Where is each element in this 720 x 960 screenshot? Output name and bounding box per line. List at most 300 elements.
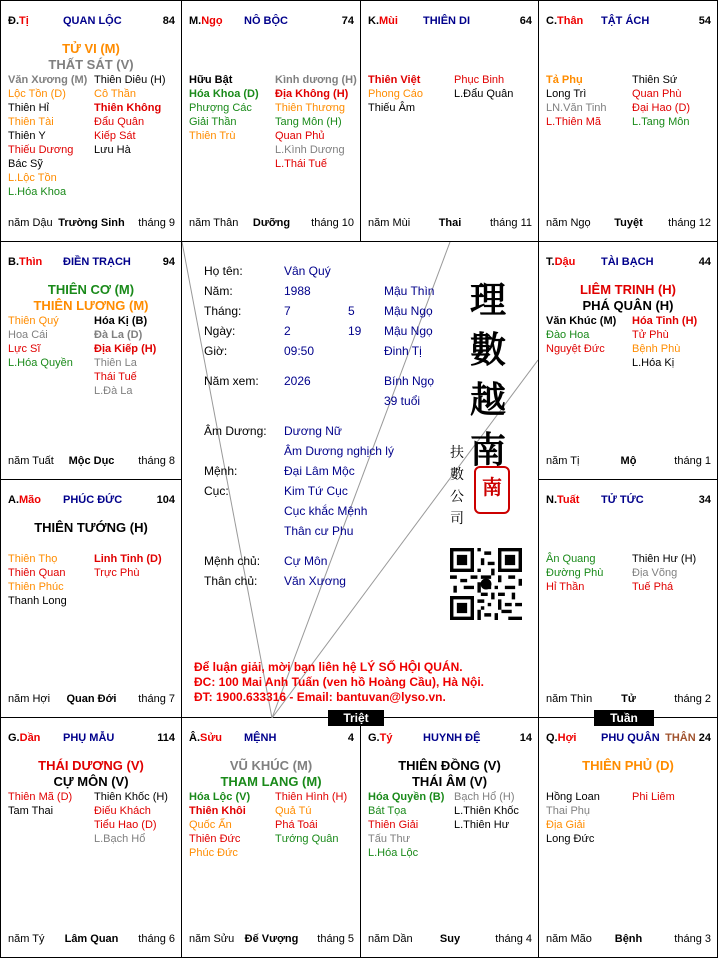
label-menh: Mệnh: — [204, 464, 238, 478]
minor-star: Thiên Trù — [189, 130, 236, 142]
palace-footer — [8, 933, 175, 945]
main-star: THIÊN LƯƠNG (M) — [33, 298, 149, 313]
minor-star: Thiên Hình (H) — [275, 791, 348, 803]
palace-number — [665, 732, 711, 744]
palace-age: 74 — [341, 15, 354, 27]
minor-star: Bác Sỹ — [8, 158, 43, 170]
minor-star: Thiên Thương — [275, 102, 346, 114]
value-menh: Đại Lâm Mộc — [284, 464, 355, 478]
sub-logo — [450, 442, 464, 530]
palace-name: HUYNH ĐỆ — [423, 732, 481, 744]
value-cuc-3: Thân cư Phu — [284, 524, 354, 538]
palace-ty — [360, 717, 539, 958]
footer-month: tháng 7 — [138, 693, 175, 705]
minor-star: LN.Văn Tinh — [546, 102, 607, 114]
footer-year: năm Ngọ — [546, 217, 591, 229]
palace-name: TÀI BẠCH — [601, 256, 654, 268]
minor-star: Tiểu Hao (D) — [94, 819, 157, 831]
palace-branch: Thìn — [19, 256, 43, 268]
minor-star: Phá Toái — [275, 819, 318, 831]
footer-stage: Suy — [439, 933, 461, 945]
star-column-right — [454, 790, 519, 832]
minor-star: Nguyệt Đức — [546, 343, 605, 355]
label-than-chu: Thân chủ: — [204, 574, 258, 588]
palace-position: G. — [368, 732, 380, 744]
minor-star: L.Hóa Kị — [632, 357, 675, 369]
footer-stage: Đế Vượng — [244, 933, 299, 945]
palace-name: PHÚC ĐỨC — [63, 494, 123, 506]
palace-branch: Thân — [557, 15, 584, 27]
minor-star: Quan Phù — [632, 88, 682, 100]
footer-month: tháng 5 — [317, 933, 354, 945]
minor-star: Thiên Hỉ — [8, 102, 49, 114]
minor-star: Thai Phụ — [546, 805, 591, 817]
star-column-left — [8, 314, 73, 370]
palace-position: N. — [546, 494, 557, 506]
label-menh-chu: Mệnh chủ: — [204, 554, 261, 568]
palace-tuat — [538, 479, 718, 718]
star-column-right — [632, 73, 690, 129]
palace-number — [163, 256, 175, 268]
minor-star: Tả Phụ — [546, 74, 583, 86]
palace-age: 104 — [156, 494, 175, 506]
palace-number — [520, 15, 532, 27]
minor-star: Tuế Phá — [632, 581, 674, 593]
minor-star: Thiên Y — [8, 130, 46, 142]
minor-star: Thiên La — [94, 357, 137, 369]
footer-year: năm Mão — [546, 933, 592, 945]
label-nam-xem: Năm xem: — [204, 374, 259, 388]
minor-star: Lưu Hà — [94, 144, 131, 156]
star-column-right — [275, 73, 357, 171]
palace-number — [699, 494, 711, 506]
minor-star: Thiên Đức — [189, 833, 241, 845]
value-ho-ten: Vân Quý — [284, 264, 331, 278]
footer-month: tháng 3 — [674, 933, 711, 945]
minor-star: Thanh Long — [8, 595, 67, 607]
footer-year: năm Dần — [368, 933, 413, 945]
label-cuc: Cục: — [204, 484, 229, 498]
minor-star: Thiên Khốc (H) — [94, 791, 168, 803]
minor-star: Thiên Diêu (H) — [94, 74, 166, 86]
minor-star: Địa Không (H) — [275, 88, 349, 100]
minor-star: Địa Kiếp (H) — [94, 343, 157, 355]
star-column-right — [275, 790, 347, 846]
logo-char-2: 數 — [470, 329, 507, 371]
minor-star: Tam Thai — [8, 805, 54, 817]
footer-month: tháng 8 — [138, 455, 175, 467]
palace-position: C. — [546, 15, 557, 27]
palace-header — [8, 732, 175, 744]
contact-line-2: ĐC: 100 Mai Anh Tuấn (ven hồ Hoàng Cầu), Hà Nội. — [194, 675, 485, 689]
tuan-tag: Tuần — [594, 710, 654, 726]
palace-name: PHU QUÂN — [601, 732, 660, 744]
palace-age: 114 — [157, 732, 175, 744]
footer-stage: Lâm Quan — [64, 933, 119, 945]
palace-header — [189, 732, 354, 744]
minor-star: Thiên Tài — [8, 116, 54, 128]
minor-star: Đào Hoa — [546, 329, 590, 341]
palace-header — [546, 732, 711, 744]
palace-footer — [8, 693, 175, 705]
palace-position: T. — [546, 256, 555, 268]
main-star: THIÊN CƠ (M) — [47, 282, 135, 297]
minor-star: L.Hóa Lộc — [368, 847, 419, 859]
palace-position: M. — [189, 15, 202, 27]
palace-name: ĐIỀN TRẠCH — [63, 256, 131, 268]
footer-stage: Quan Đới — [66, 693, 117, 705]
minor-star: Quan Phủ — [275, 130, 325, 142]
minor-star: Văn Xương (M) — [8, 74, 88, 86]
minor-star: Hỉ Thần — [546, 581, 585, 593]
footer-month: tháng 4 — [495, 933, 532, 945]
footer-stage: Dưỡng — [252, 217, 291, 229]
minor-star: Thiên Thọ — [8, 553, 58, 565]
palace-footer — [189, 933, 354, 945]
contact-info — [194, 660, 484, 705]
palace-name: THIÊN DI — [423, 15, 471, 27]
minor-star: Quả Tú — [275, 805, 312, 817]
palace-name: QUAN LỘC — [63, 15, 122, 27]
star-column-left — [189, 790, 250, 860]
footer-month: tháng 2 — [674, 693, 711, 705]
minor-star: Bát Tọa — [368, 805, 407, 817]
main-star: THIÊN ĐỒNG (V) — [398, 758, 501, 773]
value-ngay-can-chi: Mậu Ngọ — [384, 324, 433, 338]
minor-star: Cô Thần — [94, 88, 136, 100]
main-star: LIÊM TRINH (H) — [579, 282, 677, 297]
palace-suu — [181, 717, 361, 958]
footer-stage: Mộ — [620, 455, 637, 467]
footer-year: năm Tị — [546, 455, 580, 467]
minor-star: Địa Võng — [632, 567, 678, 579]
minor-star: Linh Tinh (D) — [94, 553, 162, 565]
palace-header — [8, 15, 175, 27]
main-star: THẤT SÁT (V) — [48, 57, 134, 72]
palace-age: 54 — [698, 15, 711, 27]
palace-number — [699, 256, 711, 268]
minor-star: Lực Sĩ — [8, 343, 41, 355]
logo-char-3: 越 — [470, 379, 507, 421]
star-column-right — [632, 314, 697, 370]
main-star: THIÊN TƯỚNG (H) — [34, 520, 148, 535]
star-column-right — [632, 552, 696, 594]
minor-star: Phi Liêm — [632, 791, 675, 803]
value-am-duong-2: Âm Dương nghịch lý — [284, 444, 394, 458]
footer-stage: Tuyệt — [614, 217, 643, 229]
palace-age: 94 — [162, 256, 175, 268]
minor-star: Trực Phù — [94, 567, 140, 579]
minor-star: L.Đẩu Quân — [454, 88, 514, 100]
footer-stage: Trường Sinh — [58, 217, 125, 229]
palace-footer — [546, 455, 711, 467]
minor-star: Địa Giải — [546, 819, 586, 831]
minor-star: Phúc Đức — [189, 847, 238, 859]
minor-star: Bạch Hổ (H) — [454, 791, 515, 803]
minor-star: Giải Thần — [189, 116, 237, 128]
minor-star: Đường Phù — [546, 567, 604, 579]
main-star: VŨ KHÚC (M) — [229, 758, 313, 773]
palace-ti — [0, 0, 182, 242]
minor-star: Thiên Sứ — [632, 74, 678, 86]
label-am-duong: Âm Dương: — [204, 424, 267, 438]
value-thang-am: 5 — [348, 304, 355, 318]
star-column-left — [8, 552, 67, 608]
palace-branch: Tý — [379, 732, 393, 744]
minor-star: Kiếp Sát — [94, 130, 136, 142]
value-cuc: Kim Tứ Cục — [284, 484, 348, 498]
palace-footer — [8, 217, 175, 229]
footer-month: tháng 6 — [138, 933, 175, 945]
palace-name: PHỤ MẪU — [63, 732, 115, 744]
minor-star: Phong Cáo — [368, 88, 424, 100]
value-menh-chu: Cự Môn — [284, 554, 328, 568]
minor-star: Thiên Không — [94, 102, 162, 114]
star-column-right — [454, 73, 513, 101]
palace-age: 4 — [347, 732, 354, 744]
minor-star: L.Thiên Hư — [454, 819, 510, 831]
palace-header — [8, 256, 175, 268]
footer-month: tháng 10 — [311, 217, 354, 229]
palace-mao — [0, 479, 182, 718]
sub-logo-char: 扶 — [450, 445, 464, 461]
label-thang: Tháng: — [204, 304, 242, 318]
minor-star: Hóa Lộc (V) — [189, 791, 251, 803]
palace-footer — [546, 693, 711, 705]
minor-star: Thiên Quan — [8, 567, 66, 579]
palace-branch: Tuất — [557, 494, 580, 506]
palace-header — [546, 15, 711, 27]
minor-star: L.Bạch Hổ — [94, 833, 146, 845]
label-ho-ten: Họ tên: — [204, 264, 243, 278]
palace-header — [546, 256, 711, 268]
minor-star: Tang Môn (H) — [275, 116, 342, 128]
value-nam-xem-can-chi: Bính Ngọ — [384, 374, 435, 388]
value-am-duong: Dương Nữ — [284, 424, 342, 438]
palace-name: NÔ BỘC — [244, 15, 288, 27]
minor-star: Thiên Quý — [8, 315, 59, 327]
palace-number — [348, 732, 354, 744]
label-gio: Giờ: — [204, 344, 228, 358]
palace-position: A. — [8, 494, 19, 506]
footer-stage: Bệnh — [614, 933, 643, 945]
palace-footer — [546, 217, 711, 229]
star-column-left — [368, 73, 423, 115]
minor-star: Hoa Cái — [8, 329, 48, 341]
palace-branch: Dậu — [554, 256, 576, 268]
footer-year: năm Hợi — [8, 693, 51, 705]
minor-star: Lộc Tồn (D) — [8, 88, 66, 100]
star-column-left — [546, 73, 607, 129]
footer-year: năm Dậu — [8, 217, 53, 229]
palace-position: Â. — [189, 732, 200, 744]
palace-position: K. — [368, 15, 379, 27]
star-column-left — [8, 790, 72, 818]
main-star: THAM LANG (M) — [220, 774, 322, 789]
palace-than — [538, 0, 718, 242]
minor-star: Hóa Kị (B) — [94, 315, 148, 327]
palace-dau — [538, 241, 718, 480]
palace-branch: Dần — [19, 732, 41, 744]
palace-position: Q. — [546, 732, 558, 744]
minor-star: L.Kình Dương — [275, 144, 345, 156]
palace-footer — [189, 217, 354, 229]
palace-mui — [360, 0, 539, 242]
main-star: CỰ MÔN (V) — [53, 774, 129, 789]
palace-footer — [8, 455, 175, 467]
main-star: THIÊN PHỦ (D) — [582, 758, 674, 773]
minor-star: Thiên Khôi — [189, 805, 246, 817]
palace-number — [157, 732, 175, 744]
sub-logo-char: 司 — [450, 511, 464, 527]
footer-year: năm Mùi — [368, 217, 411, 229]
minor-star: Kình dương (H) — [275, 74, 357, 86]
palace-branch: Ngọ — [201, 15, 223, 27]
palace-age: 24 — [698, 732, 711, 744]
value-nam-xem: 2026 — [284, 374, 311, 388]
palace-number — [520, 732, 532, 744]
value-tuoi: 39 tuổi — [384, 394, 421, 408]
palace-thin — [0, 241, 182, 480]
minor-star: Quốc Ấn — [189, 819, 232, 831]
minor-star: L.Đà La — [94, 385, 133, 397]
palace-header — [189, 15, 354, 27]
value-cuc-2: Cục khắc Mệnh — [284, 504, 368, 518]
minor-star: Hóa Tinh (H) — [632, 315, 698, 327]
main-star: PHÁ QUÂN (H) — [582, 298, 674, 313]
palace-name: MỆNH — [244, 732, 277, 744]
minor-star: Long Trì — [546, 88, 587, 100]
footer-year: năm Tý — [8, 933, 45, 945]
footer-month: tháng 1 — [674, 455, 711, 467]
minor-star: Thiên Phúc — [8, 581, 64, 593]
footer-stage: Mộc Dục — [68, 455, 115, 467]
minor-star: L.Tang Môn — [632, 116, 690, 128]
label-ngay: Ngày: — [204, 324, 236, 338]
red-seal: 南 — [474, 466, 510, 514]
minor-star: L.Thiên Khốc — [454, 805, 519, 817]
minor-star: Thiên Việt — [368, 74, 421, 86]
minor-star: Hữu Bật — [189, 74, 233, 86]
sub-logo-char: 數 — [450, 467, 464, 483]
palace-number — [163, 15, 175, 27]
main-star: THÁI ÂM (V) — [411, 774, 488, 789]
palace-hoi — [538, 717, 718, 958]
palace-header — [8, 494, 175, 506]
minor-star: L.Hóa Khoa — [8, 186, 67, 198]
than-marker: THÂN — [665, 732, 696, 744]
palace-footer — [368, 217, 532, 229]
palace-header — [368, 732, 532, 744]
palace-branch: Hợi — [557, 732, 577, 744]
palace-footer — [368, 933, 532, 945]
palace-ngo — [181, 0, 361, 242]
star-column-left — [546, 790, 600, 846]
value-nam-can-chi: Mậu Thìn — [384, 284, 435, 298]
palace-footer — [546, 933, 711, 945]
palace-dan — [0, 717, 182, 958]
palace-header — [368, 15, 532, 27]
minor-star: Hồng Loan — [546, 791, 600, 803]
sub-logo-char: 公 — [450, 489, 464, 505]
palace-number — [157, 494, 175, 506]
minor-star: Hóa Quyền (B) — [368, 791, 445, 803]
palace-position: Đ. — [8, 15, 19, 27]
star-column-right — [632, 790, 675, 804]
minor-star: Thái Tuế — [94, 371, 137, 383]
minor-star: Hóa Khoa (D) — [189, 88, 259, 100]
value-nam: 1988 — [284, 284, 311, 298]
palace-age: 14 — [519, 732, 532, 744]
palace-age: 64 — [519, 15, 532, 27]
palace-branch: Tị — [19, 15, 29, 27]
footer-stage: Tử — [621, 693, 636, 705]
palace-age: 34 — [698, 494, 711, 506]
palace-branch: Sửu — [200, 732, 223, 744]
value-gio-can-chi: Đinh Tị — [384, 344, 422, 358]
footer-month: tháng 11 — [489, 217, 532, 229]
value-than-chu: Văn Xương — [284, 574, 346, 588]
footer-year: năm Thìn — [546, 693, 593, 705]
value-thang-can-chi: Mậu Ngọ — [384, 304, 433, 318]
palace-position: G. — [8, 732, 20, 744]
minor-star: Bệnh Phù — [632, 343, 681, 355]
star-column-left — [189, 73, 259, 143]
footer-month: tháng 12 — [668, 217, 711, 229]
palace-age: 44 — [698, 256, 711, 268]
minor-star: Điếu Khách — [94, 805, 151, 817]
value-ngay: 2 — [284, 324, 291, 338]
logo-char-1: 理 — [470, 279, 507, 321]
minor-star: Tấu Thư — [368, 833, 411, 845]
center-info-panel — [182, 242, 538, 718]
minor-star: Văn Khúc (M) — [546, 315, 617, 327]
logo-char-4: 南 — [470, 429, 507, 471]
main-star: TỬ VI (M) — [62, 41, 120, 56]
qr-code — [450, 548, 522, 620]
minor-star: Tướng Quân — [275, 833, 339, 845]
value-ngay-am: 19 — [348, 324, 362, 338]
palace-name: TỬ TỨC — [601, 494, 644, 506]
star-column-left — [368, 790, 444, 860]
star-column-left — [546, 314, 616, 356]
star-column-left — [8, 73, 87, 199]
star-column-right — [94, 314, 156, 398]
footer-year: năm Tuất — [8, 455, 54, 467]
contact-line-3: ĐT: 1900.633316 - Email: bantuvan@lyso.vn. — [194, 690, 446, 704]
value-thang: 7 — [284, 304, 291, 318]
star-column-right — [94, 790, 168, 846]
star-column-right — [94, 73, 166, 157]
palace-branch: Mùi — [379, 15, 398, 27]
minor-star: Ân Quang — [546, 553, 596, 565]
palace-branch: Mão — [19, 494, 41, 506]
label-nam: Năm: — [204, 284, 233, 298]
minor-star: L.Thái Tuế — [275, 158, 327, 170]
footer-stage: Thai — [438, 217, 462, 229]
palace-header — [546, 494, 711, 506]
palace-number — [699, 15, 711, 27]
star-column-right — [94, 552, 162, 580]
footer-month: tháng 9 — [138, 217, 175, 229]
minor-star: Tử Phù — [632, 329, 669, 341]
palace-age: 84 — [162, 15, 175, 27]
palace-number — [342, 15, 354, 27]
minor-star: Thiếu Âm — [368, 102, 416, 114]
value-gio: 09:50 — [284, 344, 315, 358]
minor-star: Phượng Các — [189, 102, 252, 114]
minor-star: Đại Hao (D) — [632, 102, 691, 114]
